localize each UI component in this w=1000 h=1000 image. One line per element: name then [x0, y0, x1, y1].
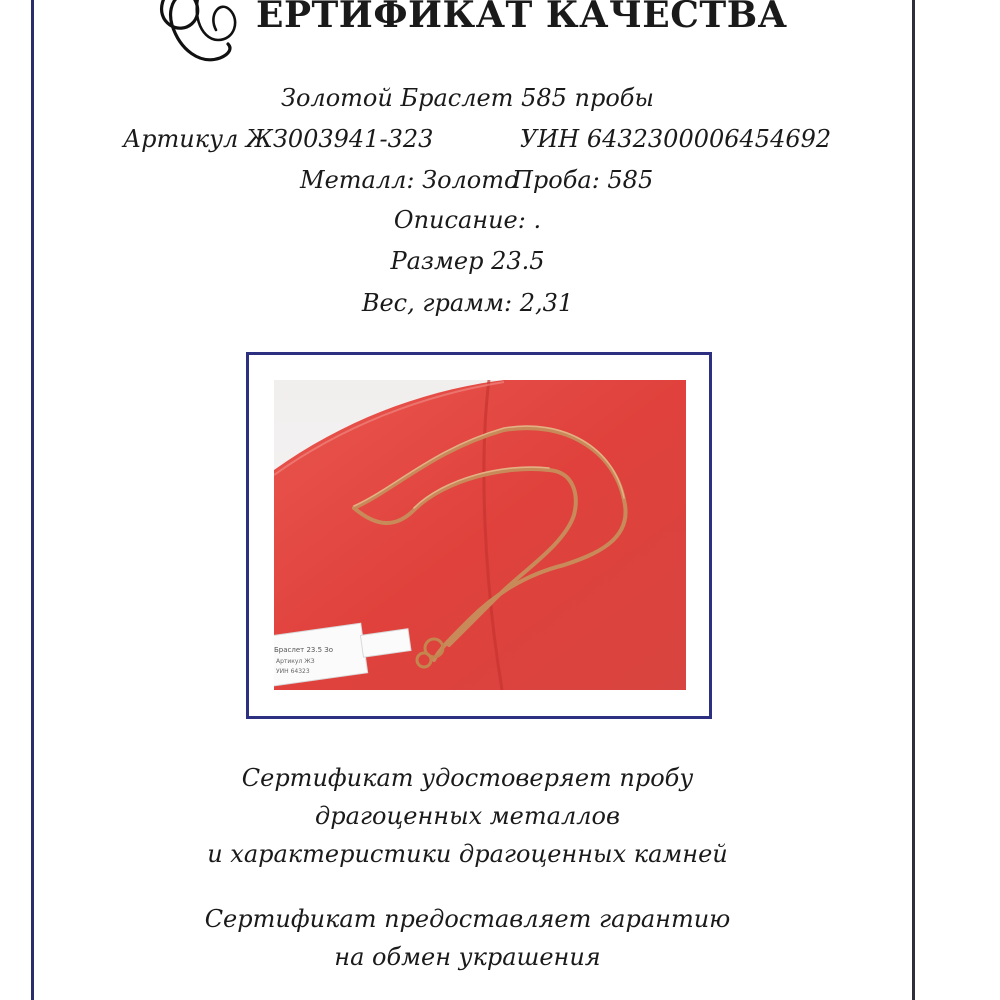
footer-line-2: драгоценных металлов — [315, 802, 620, 830]
tag-line-3: УИН 64323 — [276, 668, 310, 675]
product-photo-frame — [246, 352, 712, 719]
certificate-title: ЕРТИФИКАТ КАЧЕСТВА — [256, 0, 788, 36]
footer-line-1: Сертификат удостоверяет пробу — [241, 764, 694, 792]
article-number: Артикул ЖЗ003941-323 — [123, 125, 434, 153]
product-name: Золотой Браслет 585 пробы — [281, 84, 654, 112]
footer-line-4: Сертификат предоставляет гарантию — [204, 905, 731, 933]
uin-number: УИН 6432300006454692 — [520, 125, 832, 153]
weight-value: Вес, грамм: 2,31 — [361, 289, 574, 317]
monogram-logo-icon — [150, 0, 260, 75]
assay-value: Проба: 585 — [512, 166, 654, 194]
size-value: Размер 23.5 — [390, 247, 545, 275]
product-photo — [274, 380, 686, 690]
tag-line-1: Браслет 23.5 Зо — [274, 646, 334, 654]
footer-line-3: и характеристики драгоценных камней — [207, 840, 728, 868]
gold-bracelet-photo-icon — [274, 380, 686, 690]
description-value: Описание: . — [393, 206, 542, 234]
metal-value: Металл: Золото — [300, 166, 519, 194]
footer-line-5: на обмен украшения — [334, 943, 601, 971]
tag-line-2: Артикул ЖЗ — [276, 658, 315, 665]
